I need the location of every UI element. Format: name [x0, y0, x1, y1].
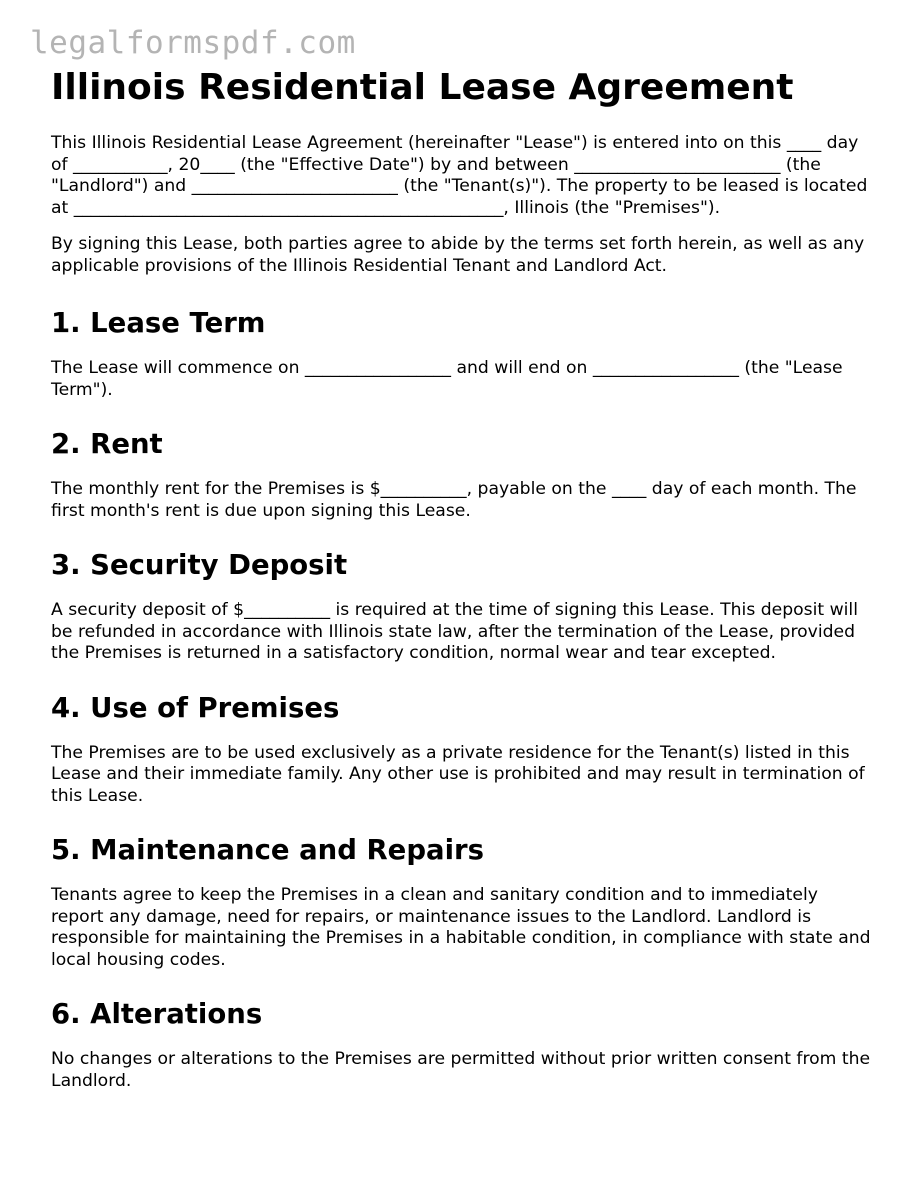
section-heading: 2. Rent: [51, 428, 163, 460]
section-rent: [51, 428, 873, 522]
section-lease-term: [51, 307, 873, 401]
document-body: [51, 133, 873, 1092]
section-body: The Lease will commence on _________________ and will end on _________________ (the "Lease Term").: [51, 358, 843, 400]
section-heading: 1. Lease Term: [51, 307, 266, 339]
section-maintenance-and-repairs: [51, 834, 873, 971]
section-body: The monthly rent for the Premises is $__________, payable on the ____ day of each month. The first month's rent is due upon signing this Lease.: [51, 479, 857, 521]
section-heading: 5. Maintenance and Repairs: [51, 834, 484, 866]
intro-paragraph: By signing this Lease, both parties agree to abide by the terms set forth herein, as well as any applicable provisions of the Illinois Residential Tenant and Landlord Act.: [51, 234, 865, 276]
document-title: Illinois Residential Lease Agreement: [51, 67, 794, 108]
section-use-of-premises: [51, 692, 873, 808]
watermark: legalformspdf.com: [30, 25, 356, 61]
intro-paragraph: This Illinois Residential Lease Agreement (hereinafter "Lease") is entered into on this ____ day of ___________, 20____ (the "Effective Date") by and between ________________________ (the "Landlord") and ________________________ (the "Tenant(s)"). The property to be leased is located at __________________________________________________, Illinois (the "Premises").: [51, 133, 868, 218]
section-body: No changes or alterations to the Premises are permitted without prior written consent from the Landlord.: [51, 1049, 871, 1091]
section-alterations: [51, 998, 873, 1092]
section-body: The Premises are to be used exclusively as a private residence for the Tenant(s) listed in this Lease and their immediate family. Any other use is prohibited and may result in termination of this Lease.: [51, 742, 865, 806]
section-heading: 3. Security Deposit: [51, 549, 348, 581]
section-security-deposit: [51, 549, 873, 665]
section-body: Tenants agree to keep the Premises in a clean and sanitary condition and to immediately report any damage, need for repairs, or maintenance issues to the Landlord. Landlord is responsible for maintaining the Premises in a habitable condition, in compliance with state and local housing codes.: [51, 885, 871, 970]
section-body: A security deposit of $__________ is required at the time of signing this Lease. This deposit will be refunded in accordance with Illinois state law, after the termination of the Lease, provided the Premises is returned in a satisfactory condition, normal wear and tear excepted.: [51, 600, 858, 663]
section-heading: 4. Use of Premises: [51, 691, 340, 724]
section-heading: 6. Alterations: [51, 998, 263, 1030]
